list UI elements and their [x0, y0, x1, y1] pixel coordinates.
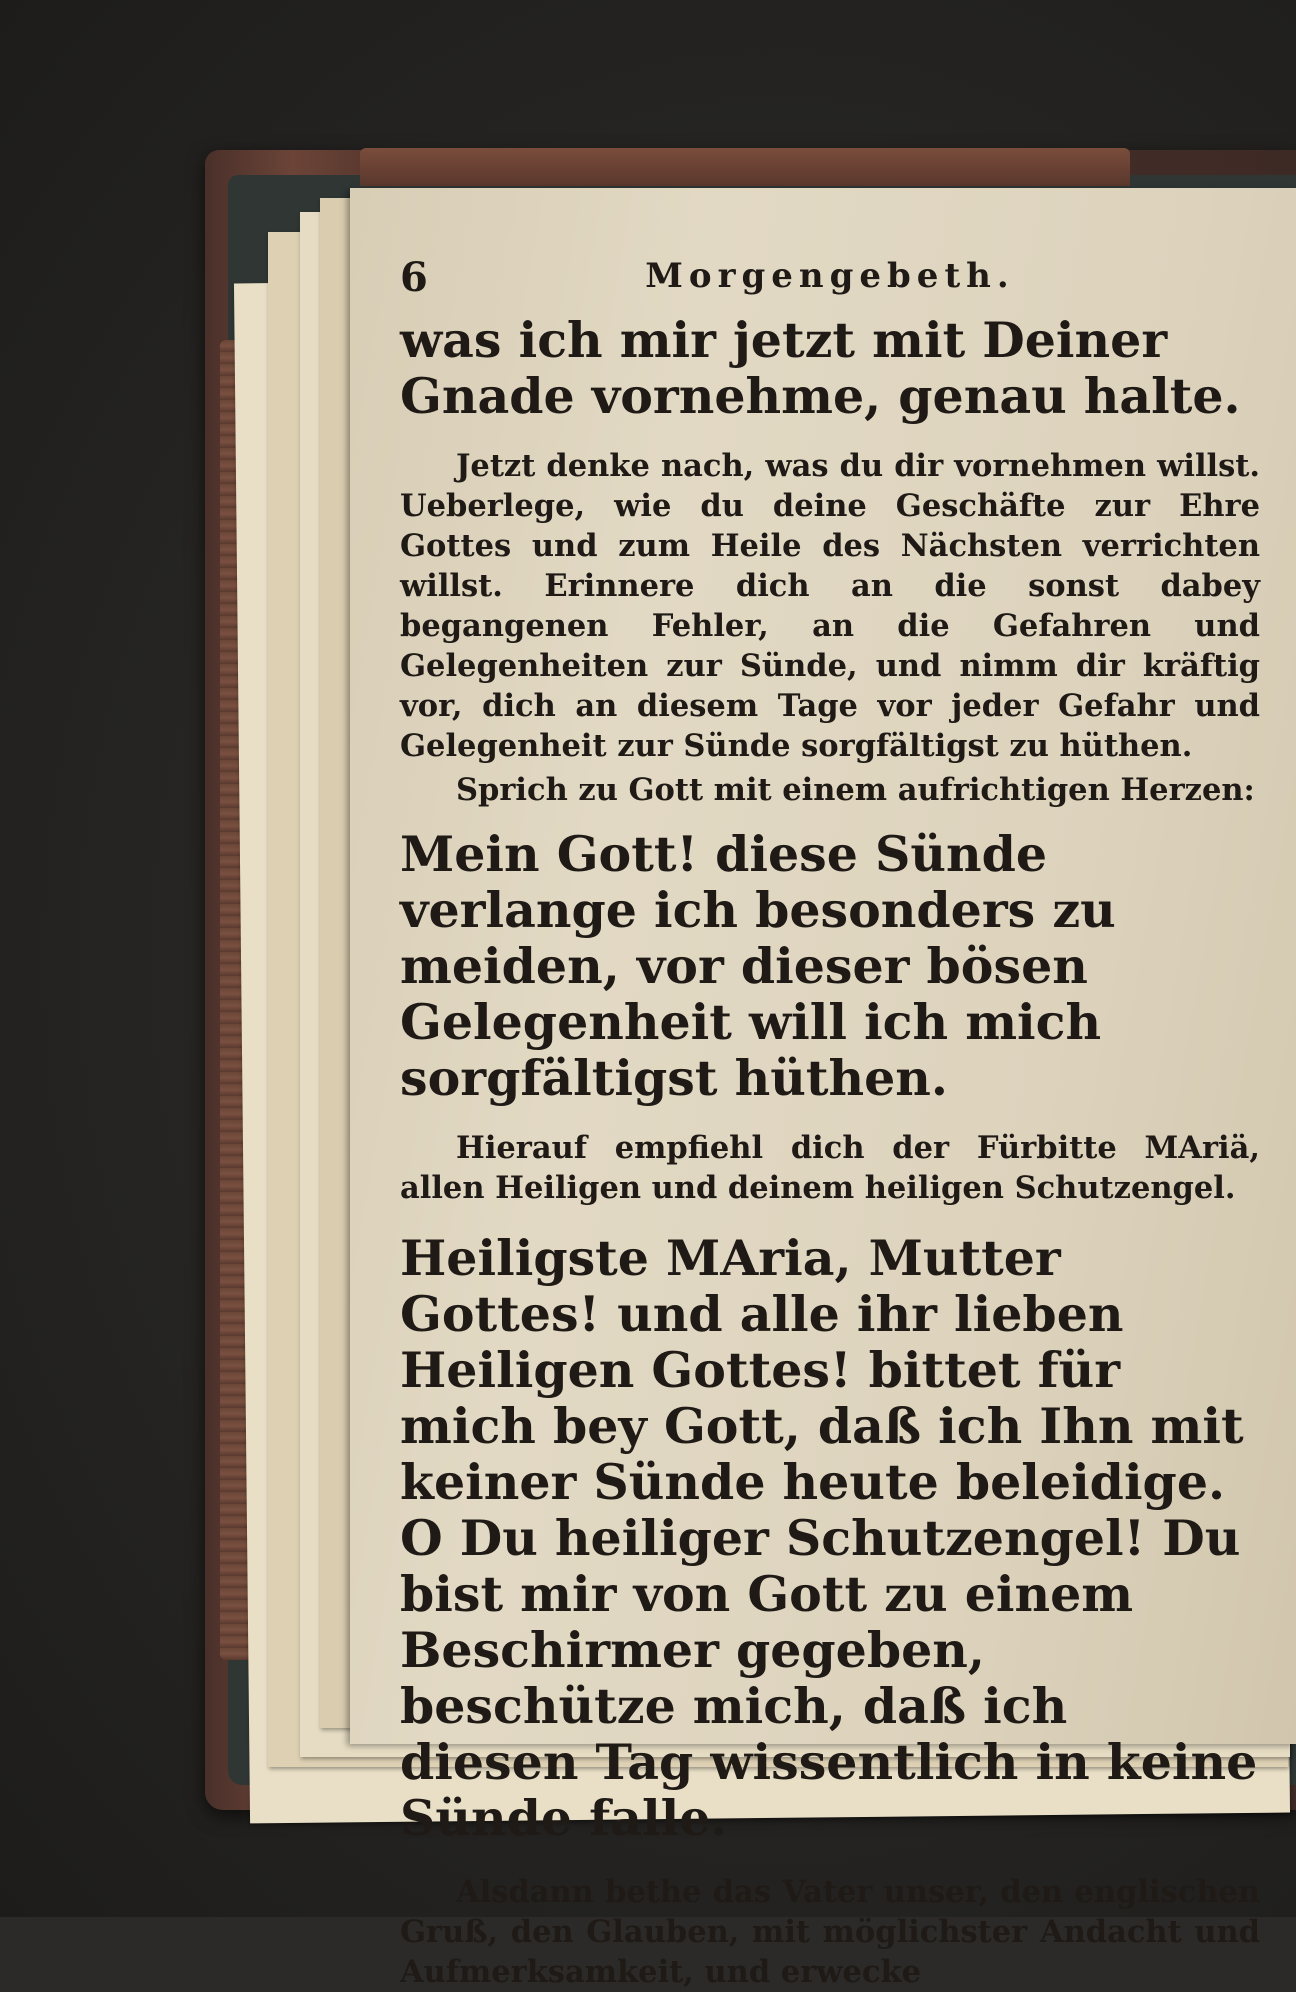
- prayer-paragraph: Heiligste MAria, Mutter Gottes! und alle ihr lieben Heiligen Gottes! bittet für mich bey Gott, daß ich Ihn mit keiner Sünde heute beleidige. O Du heiliger Schutzengel! Du bist mir von Gott zu einem Beschirmer gegeben, beschütze mich, daß ich diesen Tag wissentlich in keine Sünde falle.: [400, 1229, 1258, 1847]
- prayer-paragraph: Mein Gott! diese Sünde verlange ich besonders zu meiden, vor dieser bösen Gelegenheit will ich mich sorgfältigst hüthen.: [400, 825, 1116, 1107]
- page-text-block: [400, 254, 1260, 1992]
- instruction-paragraph: Jetzt denke nach, was du dir vornehmen willst. Ueberlege, wie du deine Geschäfte zur Ehre Gottes und zum Heile des Nächsten verrichten willst. Erinnere dich an die sonst dabey begangenen Fehler, an die Gefahren und Gelegenheiten zur Sünde, und nimm dir kräftig vor, dich an diesem Tage vor jeder Gefahr und Gelegenheit zur Sünde sorgfältigst zu hüthen.: [400, 448, 1260, 764]
- book-page: [350, 188, 1296, 1990]
- page-header: [400, 254, 1260, 310]
- prayer-paragraph: was ich mir jetzt mit Deiner Gnade vornehme, genau halte.: [400, 311, 1241, 425]
- running-head: Morgengebeth.: [645, 256, 1015, 296]
- instruction-paragraph: Alsdann bethe das Vater unser, den englischen Gruß, den Glauben, mit möglichster Andacht und Aufmerksamkeit, und erwecke: [400, 1874, 1260, 1990]
- book-cover-top-edge: [360, 148, 1130, 186]
- instruction-paragraph: Hierauf empfiehl dich der Fürbitte MAriä, allen Heiligen und deinem heiligen Schutzengel.: [400, 1130, 1260, 1206]
- instruction-paragraph: Sprich zu Gott mit einem aufrichtigen Herzen:: [456, 772, 1255, 808]
- page-number: 6: [400, 254, 428, 301]
